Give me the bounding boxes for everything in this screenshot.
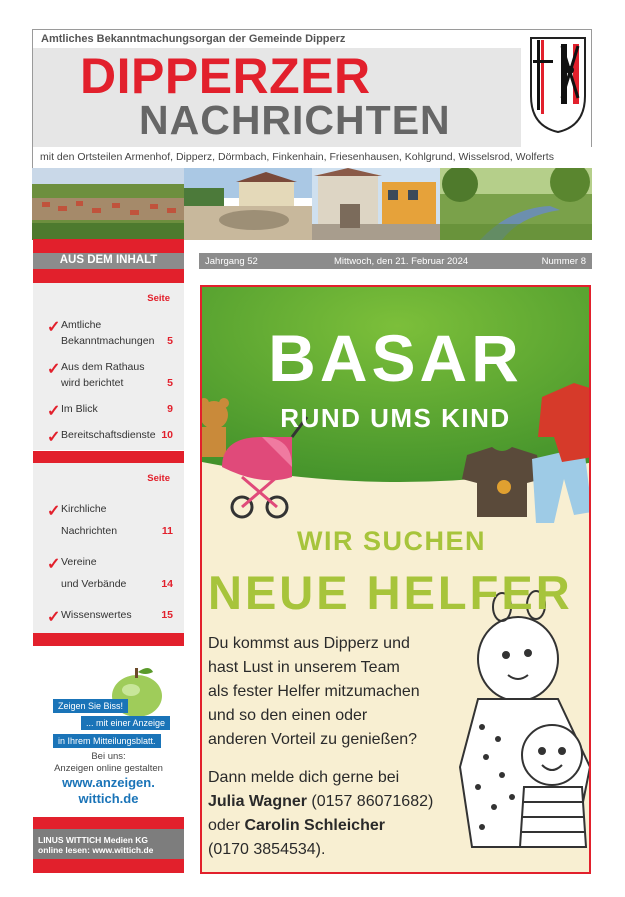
toc-item[interactable]: ✓ Kirchliche Nachrichten 11 — [47, 503, 173, 537]
poster-contact-1 — [208, 793, 433, 811]
red-divider — [33, 269, 184, 283]
toc-item[interactable]: ✓ Amtliche Bekanntmachungen 5 — [47, 319, 173, 347]
villages-subtitle: mit den Ortsteilen Armenhof, Dipperz, Dörmbach, Finkenhain, Friesenhausen, Kohlgrund, Wisselsrod, Wolferts — [33, 147, 593, 168]
ad-text: Anzeigen online gestalten — [54, 763, 163, 774]
contact-name: Carolin Schleicher — [244, 817, 385, 834]
contact-phone: (0157 86071682) — [306, 793, 434, 810]
checkmark-icon: ✓ — [47, 556, 61, 573]
checkmark-icon: ✓ — [47, 429, 61, 446]
organ-line: Amtliches Bekanntmachungsorgan der Gemeinde Dipperz — [33, 30, 521, 48]
ad-url[interactable]: www.anzeigen. — [62, 775, 155, 790]
checkmark-icon: ✓ — [47, 503, 61, 520]
red-divider — [33, 239, 184, 253]
toc-item[interactable]: ✓ Bereitschaftsdienste 10 — [47, 429, 173, 446]
issue-info-bar — [199, 253, 592, 269]
poster-text: anderen Vorteil zu genießen? — [208, 731, 418, 748]
seite-label: Seite — [147, 293, 170, 304]
poster-wir-suchen: WIR SUCHEN — [297, 526, 486, 556]
checkmark-icon: ✓ — [47, 403, 61, 420]
photo-town-square — [184, 168, 312, 240]
checkmark-icon: ✓ — [47, 361, 61, 378]
contact-name: Julia Wagner — [208, 793, 307, 810]
toc-item[interactable]: ✓ Im Blick 9 — [47, 403, 173, 420]
toc-section-2 — [33, 463, 184, 633]
poster-text: und so den einen oder — [208, 707, 368, 724]
seite-label: Seite — [147, 473, 170, 484]
poster-contact-2: oder Carolin Schleicher — [208, 817, 385, 834]
toc-item[interactable]: ✓ Vereine und Verbände 14 — [47, 556, 173, 590]
photo-strip — [32, 168, 592, 240]
poster-text: Du kommst aus Dipperz und — [208, 635, 410, 652]
publisher-name: LINUS WITTICH Medien KG — [38, 835, 149, 845]
toc-item[interactable]: ✓ Aus dem Rathaus wird berichtet 5 — [47, 361, 173, 389]
ad-box[interactable] — [33, 660, 184, 815]
masthead-title-area — [33, 48, 521, 147]
photo-forest-stream — [440, 168, 592, 240]
poster-text: als fester Helfer mitzumachen — [208, 683, 420, 700]
publisher-box — [33, 829, 184, 859]
checkmark-icon: ✓ — [47, 319, 61, 336]
jahrgang: Jahrgang 52 — [205, 256, 258, 267]
ad-url[interactable]: wittich.de — [78, 791, 139, 806]
poster-neue-helfer: NEUE HELFER — [208, 566, 573, 619]
toc-item[interactable]: ✓ Wissenswertes 15 — [47, 609, 173, 626]
publisher-online[interactable]: online lesen: www.wittich.de — [38, 845, 154, 856]
basar-poster — [200, 285, 591, 874]
coat-of-arms-icon — [529, 36, 587, 134]
checkmark-icon: ✓ — [47, 609, 61, 626]
red-divider — [33, 817, 184, 829]
toc-section-1 — [33, 283, 184, 450]
ad-pill: Zeigen Sie Biss! — [53, 699, 128, 713]
red-divider — [33, 633, 184, 646]
contents-heading: AUS DEM INHALT — [33, 253, 184, 269]
photo-building-fountain — [312, 168, 440, 240]
poster-text: hast Lust in unserem Team — [208, 659, 400, 676]
masthead — [32, 29, 592, 168]
poster-title-basar: BASAR — [268, 321, 523, 395]
red-divider — [33, 451, 184, 463]
issue-date: Mittwoch, den 21. Februar 2024 — [334, 256, 469, 267]
issue-number: Nummer 8 — [541, 256, 586, 267]
red-divider — [33, 859, 184, 873]
poster-contact-phone-2: (0170 3854534). — [208, 841, 326, 858]
photo-village-aerial — [32, 168, 184, 240]
poster-subtitle: RUND UMS KIND — [280, 403, 511, 433]
title-dipperzer: DIPPERZER — [80, 48, 371, 104]
title-nachrichten: NACHRICHTEN — [139, 97, 451, 143]
ad-text: Bei uns: — [91, 751, 126, 762]
poster-text: Dann melde dich gerne bei — [208, 769, 400, 786]
ad-pill: in Ihrem Mitteilungsblatt. — [53, 734, 161, 748]
ad-pill: ... mit einer Anzeige — [81, 716, 170, 730]
